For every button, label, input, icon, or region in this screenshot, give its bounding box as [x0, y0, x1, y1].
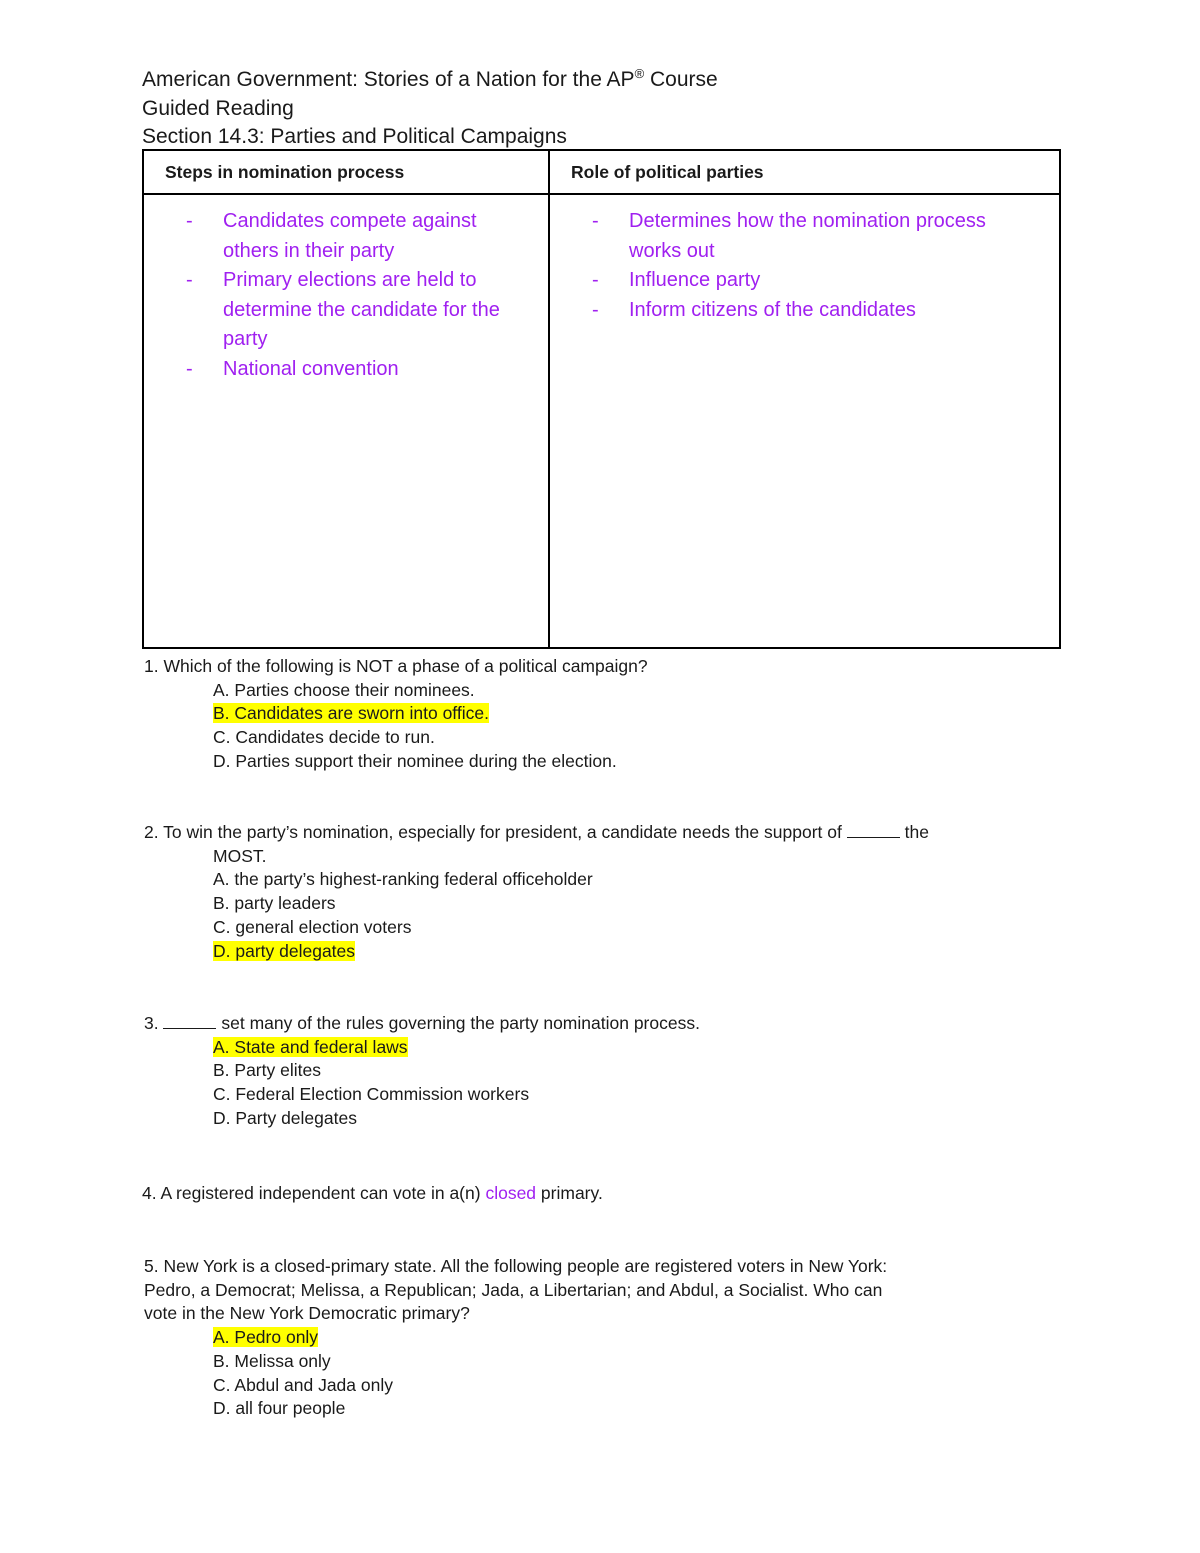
option-d[interactable]	[144, 940, 929, 964]
col1-header: Steps in nomination process	[143, 150, 549, 194]
list-item: - National convention	[144, 355, 548, 385]
question-stem: 1. Which of the following is NOT a phase of a political campaign?	[144, 656, 648, 676]
document-header	[142, 66, 718, 152]
question-4	[142, 1182, 603, 1206]
selected-answer: D. party delegates	[213, 940, 356, 961]
option-b[interactable]: B. Melissa only	[213, 1350, 331, 1371]
option-c[interactable]: C. Federal Election Commission workers	[213, 1084, 530, 1105]
question-stem-line-3: vote in the New York Democratic primary?	[144, 1303, 470, 1324]
party-roles-list	[550, 195, 1059, 325]
list-item: - Candidates compete against others in their party	[144, 207, 548, 266]
list-item: - Determines how the nomination process works out	[550, 207, 1059, 266]
option-b[interactable]: B. Party elites	[213, 1060, 321, 1081]
option-c[interactable]: C. Abdul and Jada only	[213, 1374, 393, 1395]
option-d[interactable]: D. Party delegates	[213, 1107, 357, 1128]
notes-table	[142, 149, 1061, 649]
selected-answer: A. State and federal laws	[213, 1036, 408, 1057]
selected-answer: B. Candidates are sworn into office.	[213, 703, 489, 724]
question-5	[144, 1255, 887, 1421]
option-a[interactable]: A. the party’s highest-ranking federal officeholder	[213, 869, 593, 890]
option-d[interactable]: D. all four people	[213, 1398, 346, 1419]
selected-answer: A. Pedro only	[213, 1327, 319, 1348]
option-a[interactable]	[144, 1036, 700, 1060]
col2-header: Role of political parties	[549, 150, 1060, 194]
question-1	[144, 655, 648, 774]
option-b[interactable]: B. party leaders	[213, 893, 336, 914]
option-a[interactable]	[144, 1326, 887, 1350]
question-stem-line-2: Pedro, a Democrat; Melissa, a Republican; Jada, a Libertarian; and Abdul, a Socialist. Who can	[144, 1279, 883, 1300]
option-a[interactable]: A. Parties choose their nominees.	[213, 679, 475, 700]
option-d[interactable]: D. Parties support their nominee during the election.	[213, 750, 617, 771]
question-stem: 2. To win the party’s nomination, especially for president, a candidate needs the support of the	[144, 822, 929, 842]
list-item: - Inform citizens of the candidates	[550, 296, 1059, 326]
filled-answer[interactable]: closed	[485, 1183, 537, 1203]
document-subtitle: Guided Reading	[142, 96, 294, 120]
question-stem: 4. A registered independent can vote in a(n) closed primary.	[142, 1183, 603, 1203]
question-3	[144, 1012, 700, 1131]
question-stem-continued: MOST.	[213, 845, 267, 866]
answer-blank[interactable]	[847, 823, 900, 838]
list-item: - Influence party	[550, 266, 1059, 296]
list-item: - Primary elections are held to determine the candidate for the party	[144, 266, 548, 355]
question-stem-line-1: 5. New York is a closed-primary state. All the following people are registered voters in New York:	[144, 1256, 888, 1276]
course-title: American Government: Stories of a Nation for the AP® Course	[142, 66, 718, 91]
col1-cell[interactable]	[143, 194, 549, 648]
answer-blank[interactable]	[163, 1014, 216, 1029]
option-c[interactable]: C. Candidates decide to run.	[213, 727, 435, 748]
question-2	[144, 821, 929, 963]
option-c[interactable]: C. general election voters	[213, 916, 412, 937]
col2-cell[interactable]	[549, 194, 1060, 648]
nomination-steps-list	[144, 195, 548, 384]
question-stem: 3. set many of the rules governing the party nomination process.	[144, 1013, 700, 1033]
option-b[interactable]	[144, 702, 648, 726]
section-title: Section 14.3: Parties and Political Campaigns	[142, 125, 567, 148]
